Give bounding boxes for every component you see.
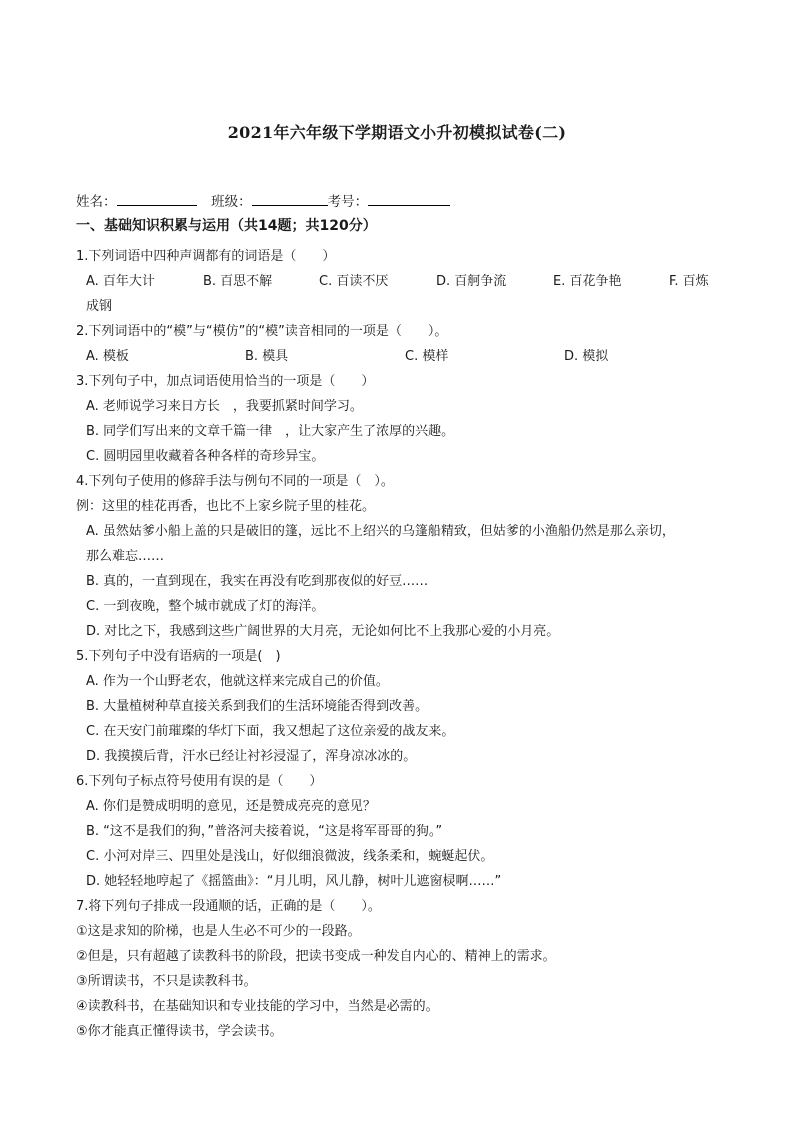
- page-title: 2021年六年级下学期语文小升初模拟试卷(二): [227, 123, 567, 142]
- question-5-option-c: C. 在天安门前璀璨的华灯下面，我又想起了这位亲爱的战友来。: [86, 724, 455, 739]
- student-info-row: [76, 190, 450, 210]
- question-1-option-c: C. 百读不厌: [319, 274, 389, 289]
- question-4-option-a-continued: 那么难忘……: [86, 549, 165, 564]
- question-6-option-d: D. 她轻轻地哼起了《摇篮曲》：“月儿明，风儿静，树叶儿遮窗棂啊……”: [86, 874, 502, 889]
- question-5-option-a: A. 作为一个山野老农，他就这样来完成自己的价值。: [86, 674, 389, 689]
- question-1-option-d: D. 百舸争流: [436, 274, 507, 289]
- name-label: 姓名：: [76, 194, 117, 210]
- question-1-option-f: F. 百炼: [669, 274, 709, 289]
- question-5-option-b: B. 大量植树种草直接关系到我们的生活环境能否得到改善。: [86, 699, 429, 714]
- question-2-option-d: D. 模拟: [564, 349, 609, 364]
- question-4-option-d: D. 对比之下，我感到这些广阔世界的大月亮，无论如何比不上我那心爱的小月亮。: [86, 624, 560, 639]
- question-3-option-b: B. 同学们写出来的文章千篇一律 ，让大家产生了浓厚的兴趣。: [86, 424, 455, 439]
- question-list: [76, 244, 746, 1044]
- question-3-option-a: A. 老师说学习来日方长 ，我要抓紧时间学习。: [86, 399, 363, 414]
- question-2-stem: 2.下列词语中的“模”与“模仿”的“模”读音相同的一项是（ ）。: [76, 324, 448, 339]
- question-6-option-a: A. 你们是赞成明明的意见，还是赞成亮亮的意见？: [86, 799, 376, 814]
- exam-number-blank[interactable]: [368, 191, 450, 206]
- question-7-sentence-2: ②但是，只有超越了读教科书的阶段，把读书变成一种发自内心的、精神上的需求。: [76, 949, 556, 964]
- question-1-options: [76, 269, 746, 294]
- question-4-option-b: B. 真的，一直到现在，我实在再没有吃到那夜似的好豆……: [86, 574, 429, 589]
- question-6-option-b: B. “这不是我们的狗，”普洛河夫接着说，“这是将军哥哥的狗。”: [86, 824, 443, 839]
- question-1-option-b: B. 百思不解: [203, 274, 273, 289]
- question-2-options: [76, 344, 746, 369]
- question-1-option-e: E. 百花争艳: [553, 274, 622, 289]
- question-4-option-c: C. 一到夜晚，整个城市就成了灯的海洋。: [86, 599, 325, 614]
- question-1-option-a: A. 百年大计: [86, 274, 155, 289]
- question-2-option-c: C. 模样: [405, 349, 449, 364]
- question-3-stem: 3.下列句子中，加点词语使用恰当的一项是（ ）: [76, 374, 375, 389]
- question-2-option-b: B. 模具: [245, 349, 289, 364]
- question-7-stem: 7.将下列句子排成一段通顺的话，正确的是（ ）。: [76, 899, 381, 914]
- question-4-example: 例：这里的桂花再香，也比不上家乡院子里的桂花。: [76, 499, 376, 514]
- question-3-option-c: C. 圆明园里收藏着各种各样的奇珍异宝。: [86, 449, 325, 464]
- exam-number-label: 考号：: [327, 194, 369, 210]
- question-1-option-f-continued: 成钢: [86, 299, 113, 314]
- question-1-stem: 1.下列词语中四种声调都有的词语是（ ）: [76, 249, 336, 264]
- question-4-stem: 4.下列句子使用的修辞手法与例句不同的一项是（ ）。: [76, 474, 394, 489]
- question-6-option-c: C. 小河对岸三、四里处是浅山，好似细浪微波，线条柔和，蜿蜒起伏。: [86, 849, 494, 864]
- section-heading: 一、基础知识积累与运用（共14题；共120分）: [76, 218, 377, 234]
- question-7-sentence-3: ③所谓读书，不只是读教科书。: [76, 974, 257, 989]
- class-label: 班级：: [211, 194, 252, 210]
- question-7-sentence-5: ⑤你才能真正懂得读书，学会读书。: [76, 1024, 283, 1039]
- question-5-stem: 5.下列句子中没有语病的一项是( ): [76, 649, 281, 664]
- class-blank[interactable]: [252, 191, 328, 206]
- question-7-sentence-4: ④读教科书，在基础知识和专业技能的学习中，当然是必需的。: [76, 999, 439, 1014]
- question-5-option-d: D. 我摸摸后背，汗水已经让衬衫浸湿了，浑身凉冰冰的。: [86, 749, 417, 764]
- question-7-sentence-1: ①这是求知的阶梯，也是人生必不可少的一段路。: [76, 924, 361, 939]
- question-4-option-a: A. 虽然姑爹小船上盖的只是破旧的篷，远比不上绍兴的乌篷船精致，但姑爹的小渔船仍然是那么亲切，: [86, 524, 675, 539]
- question-2-option-a: A. 模板: [86, 349, 129, 364]
- question-6-stem: 6.下列句子标点符号使用有误的是（ ）: [76, 774, 323, 789]
- name-blank[interactable]: [117, 191, 197, 206]
